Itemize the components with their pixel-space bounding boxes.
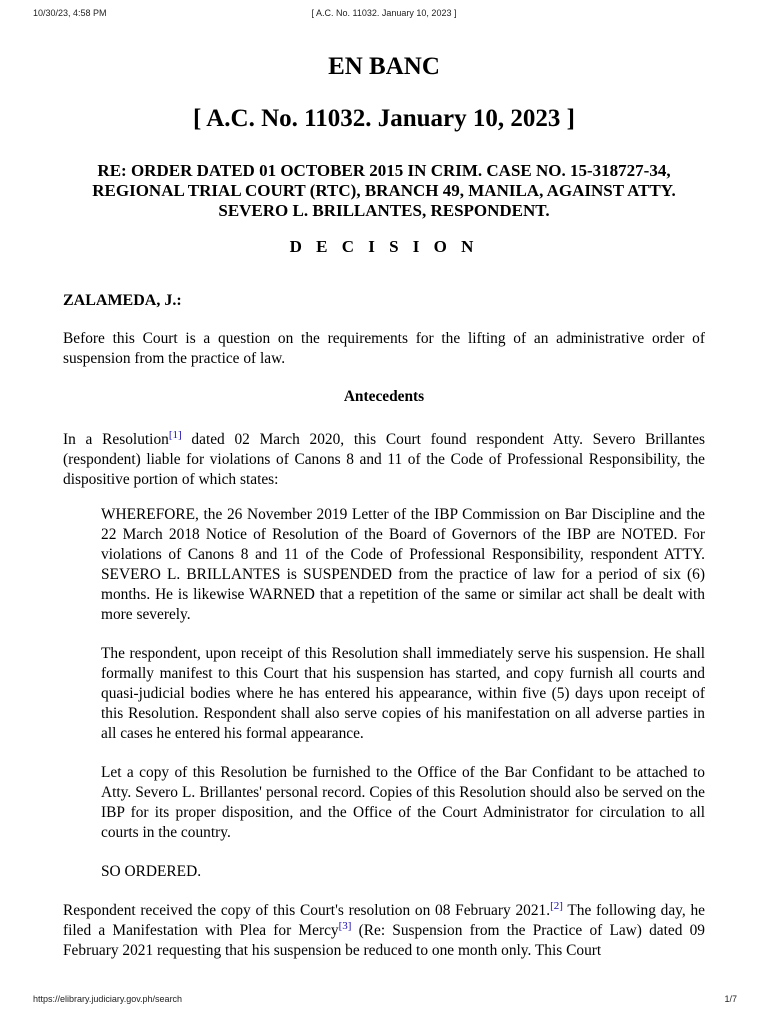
section-heading-antecedents: Antecedents (343, 388, 425, 405)
quote-paragraph-1: WHEREFORE, the 26 November 2019 Letter of the IBP Commission on Bar Discipline and the 22 March 2018 Notice of Resolution of the Board of Governors of the IBP are NOTED. For violations of Canons 8 and 11 of the Code of Professional Responsibility, respondent ATTY. SEVERO L. BRILLANTES is SUSPENDED from the practice of law for a period of six (6) months. He is likewise WARNED that a repetition of the same or similar act shall be dealt with more severely. (101, 506, 705, 623)
decision-label: D E C I S I O N (289, 237, 479, 256)
case-caption: RE: ORDER DATED 01 OCTOBER 2015 IN CRIM. CASE NO. 15-318727-34, REGIONAL TRIAL COURT (RTC), BRANCH 49, MANILA, AGAINST ATTY. SEVERO L. BRILLANTES, RESPONDENT. (92, 161, 676, 220)
quote-paragraph-3: Let a copy of this Resolution be furnished to the Office of the Bar Confidant to be attached to Atty. Severo L. Brillantes' personal record. Copies of this Resolution should also be served on the IBP for its proper disposition, and the Office of the Court Administrator for circulation to all courts in the country. (101, 764, 705, 841)
paragraph-text: dated 02 March 2020, this Court found respondent Atty. Severo Brillantes (respondent) liable for violations of Canons 8 and 11 of the Code of Professional Responsibility, the dispositive portion of which states: (63, 431, 706, 488)
paragraph-text: In a Resolution (63, 431, 169, 448)
paragraph-text: The following day, he filed a Manifestation with Plea for Mercy (63, 902, 705, 939)
paragraph-text: Respondent received the copy of this Court's resolution on 08 February 2021. (63, 902, 551, 919)
footnote-link-3[interactable]: [3] (338, 919, 352, 932)
quote-paragraph-2: The respondent, upon receipt of this Resolution shall immediately serve his suspension. He shall formally manifest to this Court that his suspension has started, and copy furnish all courts and quasi-judicial bodies where he has entered his appearance, within five (5) days upon receipt of this Resolution. Respondent shall also serve copies of his manifestation on all adverse parties in all cases he entered his formal appearance. (101, 645, 705, 742)
quote-paragraph-4: SO ORDERED. (101, 863, 202, 880)
document-body (63, 50, 705, 961)
intro-paragraph: Before this Court is a question on the requirements for the lifting of an administrative order of suspension from the practice of law. (63, 330, 705, 367)
block-quote (101, 505, 705, 882)
paragraph-text: (Re: Suspension from the Practice of Law) dated 09 February 2021 requesting that his suspension be reduced to one month only. This Court (63, 922, 706, 959)
paragraph-manifestation (63, 901, 705, 961)
print-datetime: 10/30/23, 4:58 PM (33, 8, 107, 18)
footnote-link-1[interactable]: [1] (168, 428, 182, 441)
page-counter: 1/7 (724, 994, 737, 1004)
print-title: [ A.C. No. 11032. January 10, 2023 ] (311, 8, 457, 18)
court-division: EN BANC (328, 53, 440, 80)
footnote-link-2[interactable]: [2] (550, 899, 563, 912)
source-url: https://elibrary.judiciary.gov.ph/search (33, 994, 183, 1004)
paragraph-resolution (63, 430, 705, 490)
ponente: ZALAMEDA, J.: (63, 292, 182, 309)
case-number: [ A.C. No. 11032. January 10, 2023 ] (193, 105, 575, 132)
